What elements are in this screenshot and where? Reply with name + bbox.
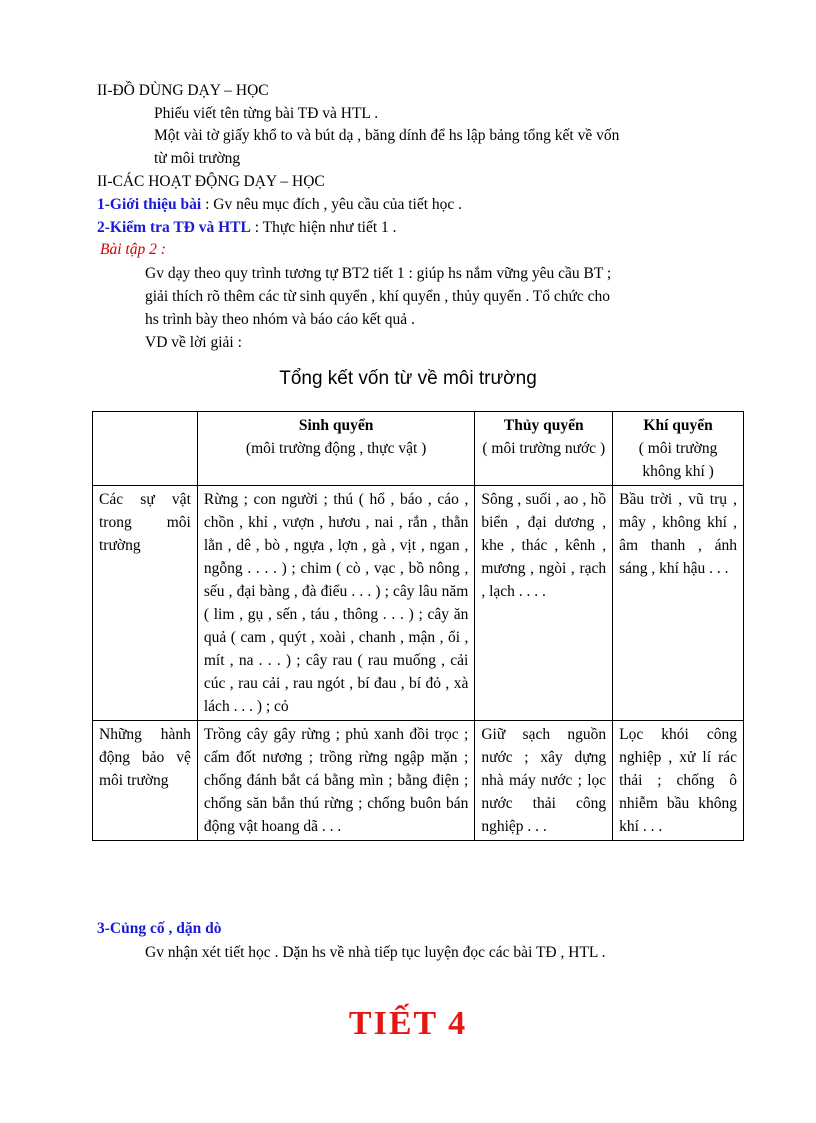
hoat-dong-heading: II-CÁC HOẠT ĐỘNG DẠY – HỌC — [97, 173, 325, 190]
header-sinh-name: Sinh quyển — [298, 417, 374, 434]
exercise-line-2: giải thích rõ thêm các từ sinh quyển , khí quyển , thủy quyển . Tổ chức cho — [145, 288, 611, 305]
do-dung-line-3: từ môi trường — [154, 150, 241, 167]
cung-co-text: Gv nhận xét tiết học . Dặn hs về nhà tiếp tục luyện đọc các bài TĐ , HTL . — [145, 944, 606, 961]
do-dung-line-1: Phiếu viết tên từng bài TĐ và HTL . — [154, 105, 379, 122]
check-text: : Thực hiện như tiết 1 . — [250, 219, 397, 236]
header-thuy-name: Thủy quyển — [503, 417, 584, 434]
header-thuy-quyen — [475, 412, 613, 486]
header-empty — [93, 412, 198, 486]
table-row — [93, 486, 744, 721]
check-label: 2-Kiểm tra TĐ và HTL — [97, 219, 251, 236]
thuy-quyen-cell: Sông , suối , ao , hồ biển , đại dương , khe , thác , kênh , mương , ngòi , rạch , lạch . . . . — [475, 486, 613, 721]
do-dung-heading: II-ĐỒ DÙNG DẠY – HỌC — [97, 82, 269, 99]
cung-co-heading: 3-Củng cố , dặn dò — [97, 920, 222, 937]
header-sinh-sub: (môi trường động , thực vật ) — [245, 440, 427, 457]
row-label-cell: Các sự vật trong môi trường — [93, 486, 198, 721]
table-row — [93, 721, 744, 841]
exercise-label: Bài tập 2 : — [100, 241, 166, 258]
header-khi-sub: ( môi trường không khí ) — [638, 440, 718, 480]
row-label-cell: Những hành động bảo vệ môi trường — [93, 721, 198, 841]
exercise-line-1: Gv dạy theo quy trình tương tự BT2 tiết 1 : giúp hs nắm vững yêu cầu BT ; — [145, 265, 612, 282]
example-line: VD về lời giải : — [145, 334, 242, 351]
intro-text: : Gv nêu mục đích , yêu cầu của tiết học . — [201, 196, 463, 213]
khi-quyen-cell: Bầu trời , vũ trụ , mây , không khí , âm thanh , ánh sáng , khí hậu . . . — [613, 486, 744, 721]
intro-line — [97, 194, 462, 216]
header-sinh-quyen — [197, 412, 474, 486]
check-line — [97, 217, 397, 239]
sinh-quyen-cell: Trồng cây gây rừng ; phủ xanh đồi trọc ; cấm đốt nương ; trồng rừng ngập mặn ; chống đánh bắt cá bằng mìn ; bằng điện ; chống săn bắn thú rừng ; chống buôn bán động vật hoang dã . . . — [197, 721, 474, 841]
exercise-line-3: hs trình bày theo nhóm và báo cáo kết quả . — [145, 311, 415, 328]
header-thuy-sub: ( môi trường nước ) — [482, 440, 606, 457]
khi-quyen-cell: Lọc khói công nghiệp , xử lí rác thải ; chống ô nhiễm bầu không khí . . . — [613, 721, 744, 841]
thuy-quyen-cell: Giữ sạch nguồn nước ; xây dựng nhà máy nước ; lọc nước thải công nghiệp . . . — [475, 721, 613, 841]
intro-label: 1-Giới thiệu bài — [97, 196, 202, 213]
header-khi-quyen — [613, 412, 744, 486]
header-khi-name: Khí quyển — [643, 417, 713, 434]
sinh-quyen-cell: Rừng ; con người ; thú ( hổ , báo , cáo , chồn , khỉ , vượn , hươu , nai , rắn , thằn lằn , dê , bò , ngựa , lợn , gà , vịt , ngan , ngỗng . . . . ) ; chim ( cò , vạc , bồ nông , sếu , đại bàng , đà điểu . . . ) ; cây lâu năm ( lim , gụ , sến , táu , thông . . . ) ; cây ăn quả ( cam , quýt , xoài , chanh , mận , ổi , mít , na . . . ) ; cây rau ( rau muống , cải cúc , rau cải , rau ngót , bí đau , bí đỏ , xà lách . . . ) ; cỏ — [197, 486, 474, 721]
tiet-title: TIẾT 4 — [348, 1005, 468, 1042]
vocabulary-table — [92, 411, 744, 841]
table-title: Tổng kết vốn từ về môi trường — [279, 368, 537, 389]
table-header-row — [93, 412, 744, 486]
do-dung-line-2: Một vài tờ giấy khổ to và bút dạ , băng dính để hs lập bảng tổng kết về vốn — [154, 127, 620, 144]
